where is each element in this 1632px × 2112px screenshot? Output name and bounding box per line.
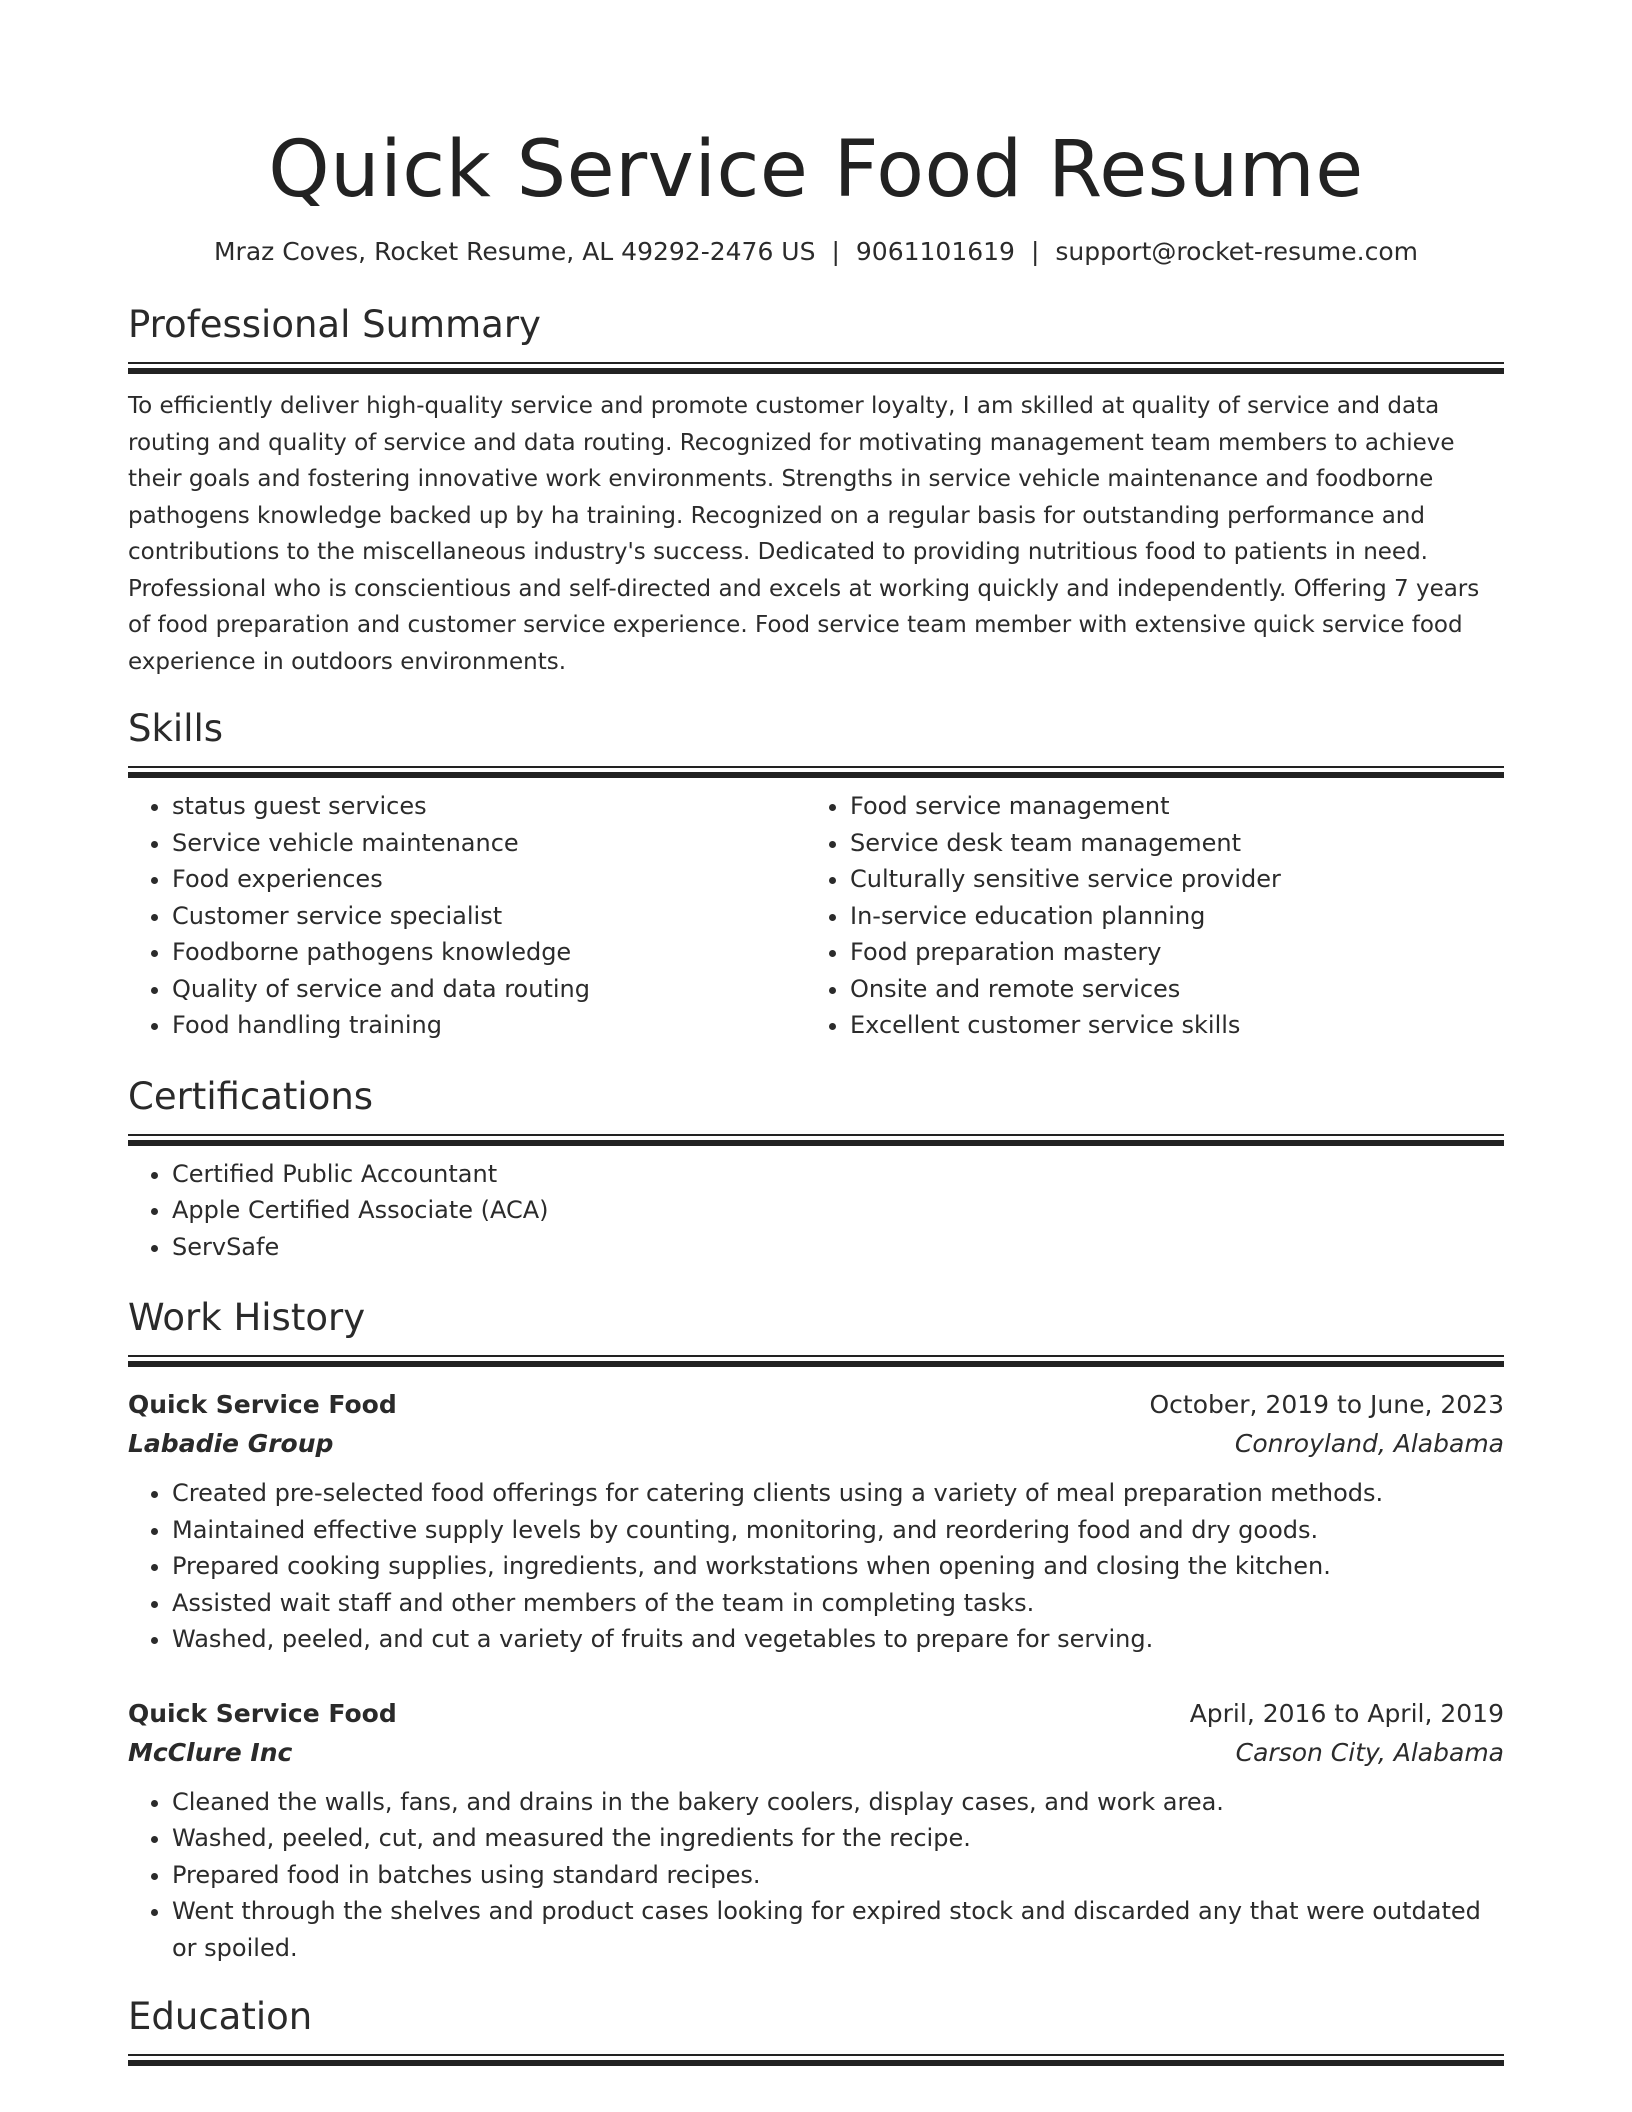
section-divider (128, 2054, 1504, 2056)
skill-item: • Food handling training (172, 1007, 806, 1044)
section-divider (128, 766, 1504, 768)
address-text: Mraz Coves, Rocket Resume, AL 49292-2476 US (213, 237, 816, 266)
job-bullet: • Assisted wait staff and other members of the team in completing tasks. (172, 1585, 1504, 1622)
job-company-row (128, 1424, 1504, 1463)
section-divider-thick (128, 1361, 1504, 1367)
skills-list-right (806, 788, 1484, 1044)
job-dates: April, 2016 to April, 2019 (1189, 1698, 1504, 1728)
skill-item: • Food service management (850, 788, 1484, 825)
certifications-section (128, 1074, 1504, 1266)
contact-separator: | (831, 237, 840, 266)
job-location: Carson City, Alabama (1235, 1737, 1504, 1767)
skills-heading: Skills (128, 707, 224, 750)
work-history-section (128, 1295, 1504, 1966)
contact-line (128, 236, 1504, 268)
skills-grid (128, 778, 1504, 1044)
job-bullet: • Washed, peeled, and cut a variety of fruits and vegetables to prepare for serving. (172, 1621, 1504, 1658)
skills-list-left (128, 788, 806, 1044)
work-history-heading: Work History (128, 1296, 366, 1339)
job-entry (128, 1385, 1504, 1658)
certification-item: • ServSafe (172, 1229, 1504, 1266)
job-bullets (128, 1475, 1504, 1658)
job-bullet: • Washed, peeled, cut, and measured the ingredients for the recipe. (172, 1820, 1504, 1857)
resume-page (128, 0, 1504, 2066)
job-company: McClure Inc (128, 1737, 293, 1767)
skill-item: • status guest services (172, 788, 806, 825)
skills-section (128, 706, 1504, 1044)
skill-item: • Excellent customer service skills (850, 1007, 1484, 1044)
skill-item: • Food preparation mastery (850, 934, 1484, 971)
skill-item: • Quality of service and data routing (172, 971, 806, 1008)
job-header-row (128, 1694, 1504, 1733)
skill-item: • Foodborne pathogens knowledge (172, 934, 806, 971)
skill-item: • Service desk team management (850, 825, 1484, 862)
certifications-heading: Certifications (128, 1074, 374, 1118)
skill-item: • Service vehicle maintenance (172, 825, 806, 862)
section-divider-thick (128, 1140, 1504, 1146)
job-bullet: • Created pre-selected food offerings for catering clients using a variety of meal preparation methods. (172, 1475, 1504, 1512)
job-company-row (128, 1733, 1504, 1772)
certifications-list (128, 1156, 1504, 1266)
skill-item: • Customer service specialist (172, 898, 806, 935)
job-header-row (128, 1385, 1504, 1424)
skill-item: • Culturally sensitive service provider (850, 861, 1484, 898)
job-location: Conroyland, Alabama (1234, 1429, 1504, 1458)
summary-text: To efficiently deliver high-quality service and promote customer loyalty, I am skilled at quality of service and data routing and quality of service and data routing. Recognized for motivating management team members to achieve their goals and fostering innovative work environments. Strengths in service vehicle maintenance and foodborne pathogens knowledge backed up by ha training. Recognized on a regular basis for outstanding performance and contributions to the miscellaneous industry's success. Dedicated to providing nutritious food to patients in need. Professional who is conscientious and self-directed and excels at working quickly and independently. Offering 7 years of food preparation and customer service experience. Food service team member with extensive quick service food experience in outdoors environments. (128, 393, 1480, 675)
resume-title: Quick Service Food Resume (268, 125, 1364, 215)
job-bullet: • Went through the shelves and product cases looking for expired stock and discarded any that were outdated or spoiled. (172, 1893, 1504, 1966)
education-heading: Education (128, 1995, 313, 2038)
section-divider-thick (128, 2060, 1504, 2066)
job-bullet: • Prepared food in batches using standard recipes. (172, 1857, 1504, 1894)
job-title: Quick Service Food (128, 1390, 397, 1419)
job-bullet: • Maintained effective supply levels by counting, monitoring, and reordering food and dry goods. (172, 1512, 1504, 1549)
skill-item: • Food experiences (172, 861, 806, 898)
summary-section (128, 302, 1504, 680)
certification-item: • Certified Public Accountant (172, 1156, 1504, 1193)
email-text: support@rocket-resume.com (1055, 237, 1419, 266)
summary-heading: Professional Summary (128, 303, 541, 346)
section-divider (128, 1134, 1504, 1136)
section-divider (128, 362, 1504, 364)
section-divider (128, 1355, 1504, 1357)
certification-item: • Apple Certified Associate (ACA) (172, 1192, 1504, 1229)
job-bullet: • Cleaned the walls, fans, and drains in the bakery coolers, display cases, and work area. (172, 1784, 1504, 1821)
job-bullets (128, 1784, 1504, 1967)
job-company: Labadie Group (128, 1429, 334, 1458)
job-bullet: • Prepared cooking supplies, ingredients, and workstations when opening and closing the kitchen. (172, 1548, 1504, 1585)
skill-item: • In-service education planning (850, 898, 1484, 935)
job-dates: October, 2019 to June, 2023 (1149, 1390, 1504, 1419)
contact-separator: | (1030, 237, 1040, 266)
skill-item: • Onsite and remote services (850, 971, 1484, 1008)
section-divider-thick (128, 368, 1504, 374)
phone-text: 9061101619 (855, 237, 1015, 266)
job-entry (128, 1694, 1504, 1967)
education-section (128, 1994, 1504, 2066)
job-title: Quick Service Food (128, 1698, 397, 1728)
